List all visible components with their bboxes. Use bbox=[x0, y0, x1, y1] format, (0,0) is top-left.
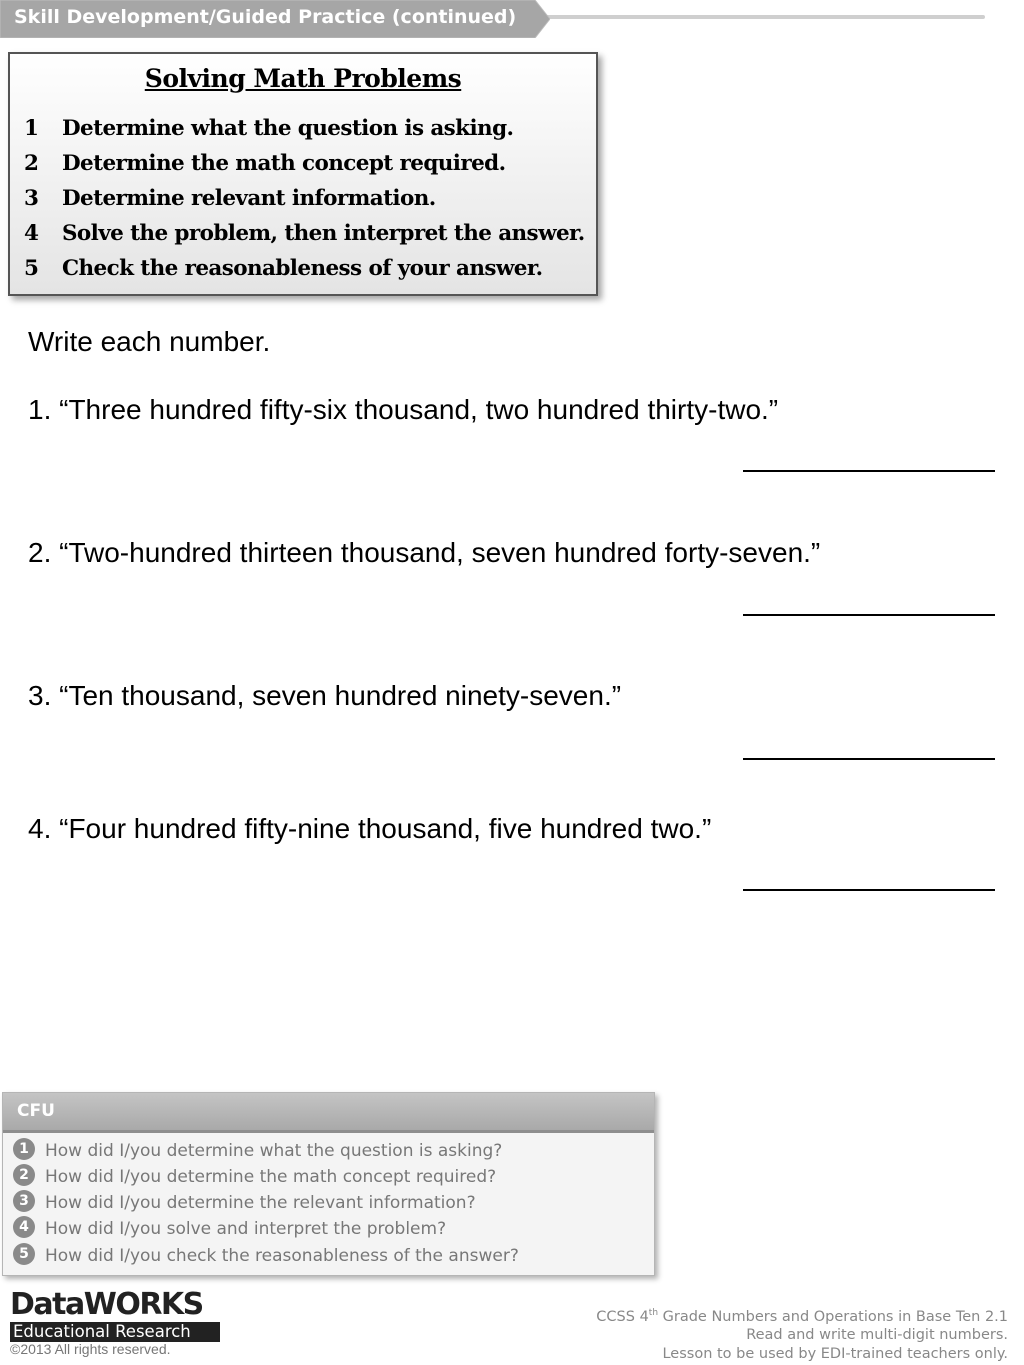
cfu-box bbox=[2, 1092, 655, 1276]
cfu-question bbox=[13, 1218, 446, 1240]
problem-1: 1. “Three hundred fifty-six thousand, two hundred thirty-two.” bbox=[28, 394, 779, 425]
ccss-prefix: CCSS 4 bbox=[596, 1308, 649, 1325]
step-text: Determine relevant information. bbox=[62, 186, 436, 211]
ccss-standard bbox=[596, 1304, 1008, 1326]
standard-info bbox=[596, 1304, 1008, 1363]
section-title: Skill Development/Guided Practice (continued) bbox=[14, 6, 517, 28]
instruction-text: Write each number. bbox=[28, 326, 271, 357]
problem-2: 2. “Two-hundred thirteen thousand, seven hundred forty-seven.” bbox=[28, 537, 821, 568]
step-item bbox=[24, 186, 436, 211]
cfu-question bbox=[13, 1192, 476, 1214]
step-text: Determine what the question is asking. bbox=[62, 116, 514, 141]
step-number: 4 bbox=[24, 221, 39, 246]
cfu-question-text: How did I/you solve and interpret the problem? bbox=[45, 1219, 447, 1239]
ccss-ordinal: th bbox=[648, 1308, 659, 1318]
lesson-note: Lesson to be used by EDI-trained teachers only. bbox=[662, 1345, 1008, 1362]
cfu-question bbox=[13, 1245, 519, 1267]
number-badge-icon: 2 bbox=[13, 1164, 35, 1186]
section-header bbox=[0, 0, 550, 38]
step-number: 3 bbox=[24, 186, 39, 211]
cfu-question bbox=[13, 1166, 496, 1188]
lesson-objective: Read and write multi-digit numbers. bbox=[746, 1327, 1008, 1344]
step-item bbox=[24, 151, 505, 176]
number-badge-icon: 5 bbox=[13, 1243, 35, 1265]
step-text: Check the reasonableness of your answer. bbox=[62, 256, 543, 281]
cfu-question-text: How did I/you determine the relevant information? bbox=[45, 1193, 476, 1213]
step-text: Determine the math concept required. bbox=[62, 151, 506, 176]
cfu-question-text: How did I/you check the reasonableness of the answer? bbox=[45, 1246, 519, 1266]
step-number: 2 bbox=[24, 151, 39, 176]
step-number: 5 bbox=[24, 256, 39, 281]
step-text: Solve the problem, then interpret the answer. bbox=[62, 221, 585, 246]
problem-4: 4. “Four hundred fifty-nine thousand, five hundred two.” bbox=[28, 813, 712, 844]
cfu-question bbox=[13, 1140, 502, 1162]
step-item bbox=[24, 221, 585, 246]
answer-blank-4[interactable] bbox=[743, 889, 995, 891]
solving-steps-box bbox=[8, 52, 598, 296]
step-item bbox=[24, 256, 543, 281]
answer-blank-3[interactable] bbox=[743, 758, 995, 760]
logo-wordmark: DataWORKS bbox=[10, 1287, 203, 1322]
header-rule bbox=[520, 15, 985, 19]
steps-title: Solving Math Problems bbox=[144, 64, 462, 93]
answer-blank-2[interactable] bbox=[743, 614, 995, 616]
number-badge-icon: 4 bbox=[13, 1216, 35, 1238]
cfu-question-text: How did I/you determine the math concept required? bbox=[45, 1167, 497, 1187]
step-item bbox=[24, 116, 513, 141]
cfu-question-text: How did I/you determine what the question is asking? bbox=[45, 1141, 503, 1161]
copyright-text: ©2013 All rights reserved. bbox=[10, 1341, 171, 1357]
cfu-header bbox=[3, 1093, 654, 1133]
ccss-rest: Grade Numbers and Operations in Base Ten 2.1 bbox=[658, 1308, 1008, 1325]
number-badge-icon: 1 bbox=[13, 1138, 35, 1160]
step-number: 1 bbox=[24, 116, 39, 141]
problem-3: 3. “Ten thousand, seven hundred ninety-seven.” bbox=[28, 680, 622, 711]
dataworks-logo bbox=[10, 1287, 220, 1342]
number-badge-icon: 3 bbox=[13, 1190, 35, 1212]
answer-blank-1[interactable] bbox=[743, 470, 995, 472]
logo-subtitle: Educational Research bbox=[10, 1322, 220, 1342]
cfu-title: CFU bbox=[17, 1101, 55, 1121]
